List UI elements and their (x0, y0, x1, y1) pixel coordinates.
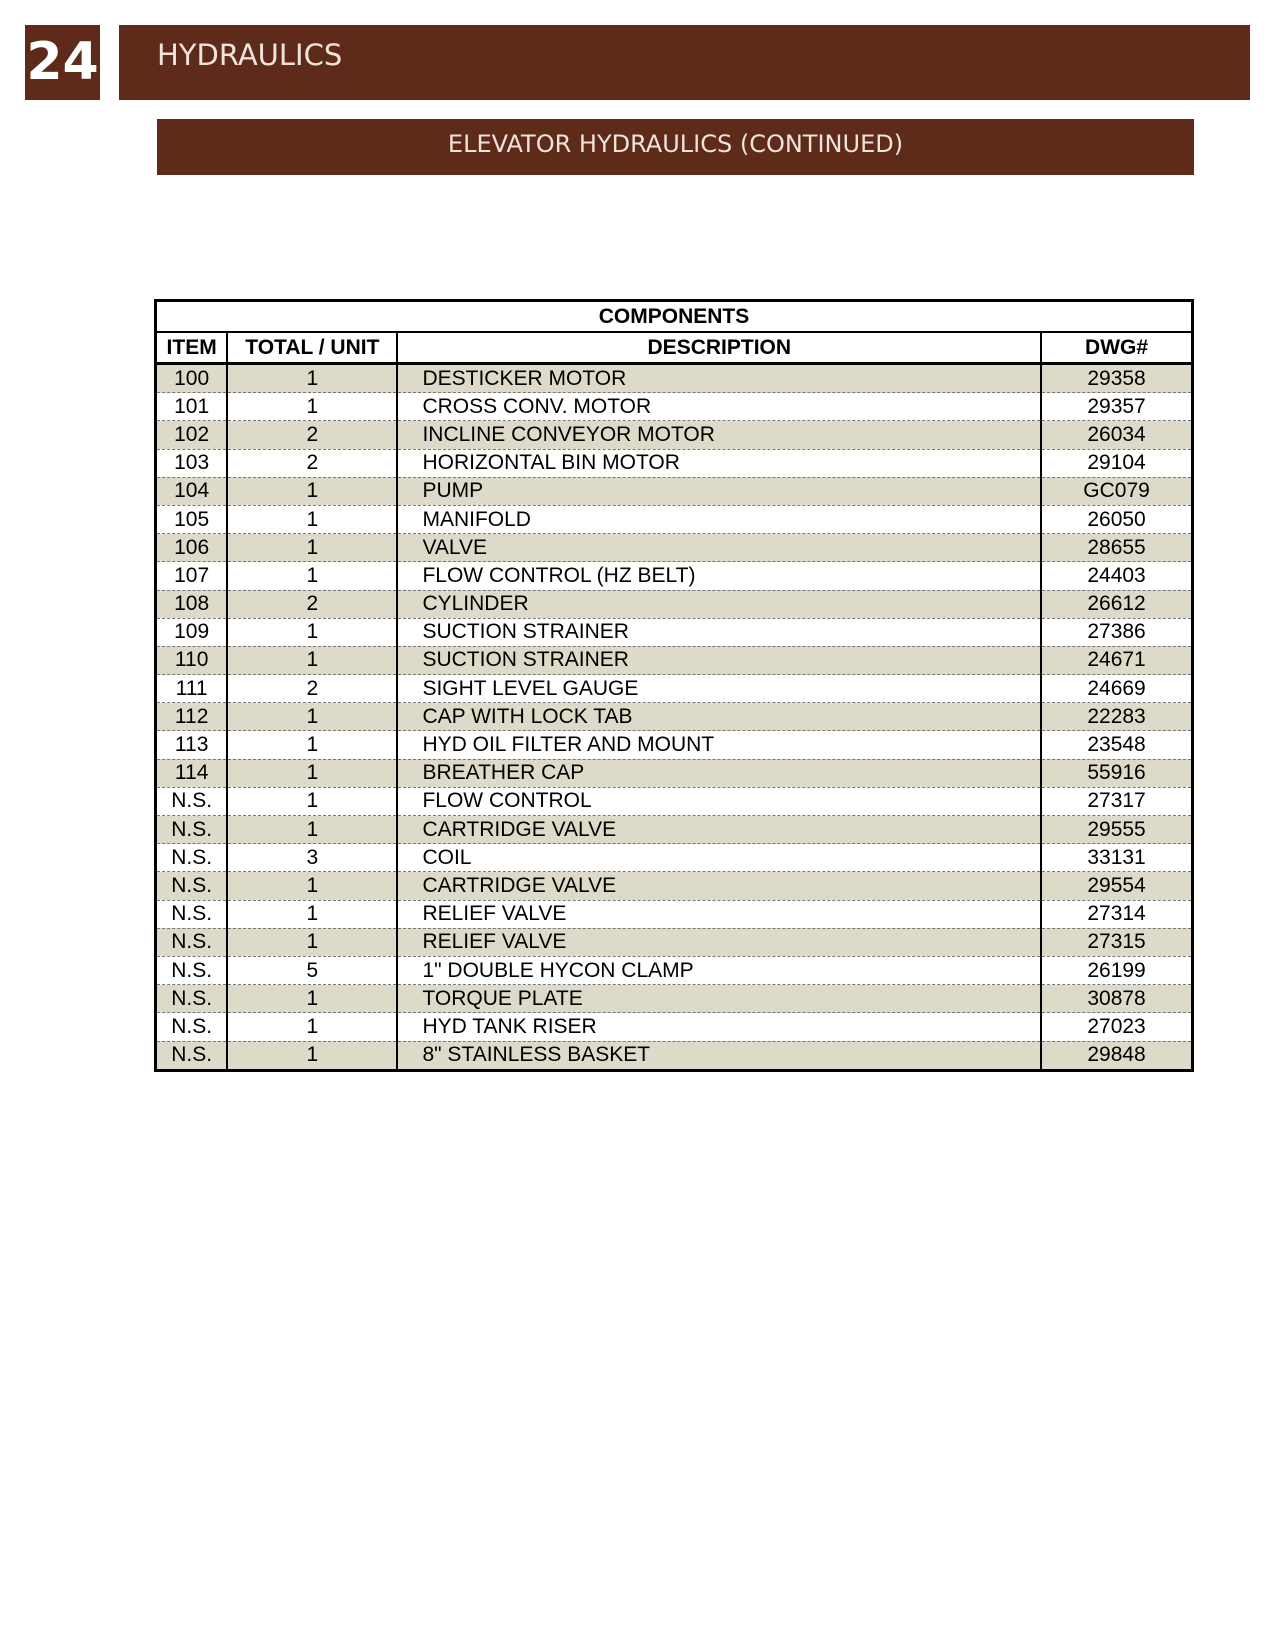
item-cell: 108 (156, 590, 228, 618)
item-cell: 106 (156, 534, 228, 562)
table-row (156, 1013, 1193, 1041)
dwg-cell: 24403 (1041, 562, 1192, 590)
table-title-row (156, 301, 1193, 333)
dwg-cell: 27315 (1041, 928, 1192, 956)
table-row (156, 675, 1193, 703)
dwg-cell: GC079 (1041, 477, 1192, 505)
dwg-cell: 29357 (1041, 393, 1192, 421)
item-cell: 114 (156, 759, 228, 787)
page-number: 24 (25, 25, 100, 100)
total-unit-cell: 2 (227, 449, 397, 477)
description-cell: CAP WITH LOCK TAB (397, 703, 1041, 731)
total-unit-cell: 5 (227, 956, 397, 984)
table-row (156, 534, 1193, 562)
description-cell: DESTICKER MOTOR (397, 364, 1041, 393)
item-cell: 100 (156, 364, 228, 393)
dwg-cell: 24671 (1041, 646, 1192, 674)
item-cell: 102 (156, 421, 228, 449)
column-header-item: ITEM (156, 332, 228, 364)
dwg-cell: 29848 (1041, 1041, 1192, 1070)
total-unit-cell: 1 (227, 618, 397, 646)
dwg-cell: 29555 (1041, 816, 1192, 844)
description-cell: 8" STAINLESS BASKET (397, 1041, 1041, 1070)
description-cell: COIL (397, 844, 1041, 872)
table-row (156, 562, 1193, 590)
table-row (156, 393, 1193, 421)
item-cell: 104 (156, 477, 228, 505)
item-cell: 111 (156, 675, 228, 703)
description-cell: CROSS CONV. MOTOR (397, 393, 1041, 421)
total-unit-cell: 1 (227, 646, 397, 674)
dwg-cell: 27317 (1041, 787, 1192, 815)
table-body (156, 364, 1193, 1071)
item-cell: 101 (156, 393, 228, 421)
dwg-cell: 27023 (1041, 1013, 1192, 1041)
table-row (156, 956, 1193, 984)
item-cell: 105 (156, 505, 228, 533)
total-unit-cell: 1 (227, 759, 397, 787)
description-cell: RELIEF VALVE (397, 928, 1041, 956)
item-cell: N.S. (156, 816, 228, 844)
description-cell: FLOW CONTROL (397, 787, 1041, 815)
dwg-cell: 24669 (1041, 675, 1192, 703)
table-row (156, 985, 1193, 1013)
description-cell: CARTRIDGE VALVE (397, 872, 1041, 900)
description-cell: HYD OIL FILTER AND MOUNT (397, 731, 1041, 759)
total-unit-cell: 1 (227, 477, 397, 505)
total-unit-cell: 2 (227, 590, 397, 618)
column-header-dwg: DWG# (1041, 332, 1192, 364)
table-row (156, 646, 1193, 674)
table-row (156, 759, 1193, 787)
description-cell: HYD TANK RISER (397, 1013, 1041, 1041)
dwg-cell: 55916 (1041, 759, 1192, 787)
description-cell: 1" DOUBLE HYCON CLAMP (397, 956, 1041, 984)
dwg-cell: 23548 (1041, 731, 1192, 759)
description-cell: MANIFOLD (397, 505, 1041, 533)
subsection-title: ELEVATOR HYDRAULICS (CONTINUED) (157, 119, 1194, 175)
item-cell: N.S. (156, 985, 228, 1013)
table-row (156, 505, 1193, 533)
item-cell: 103 (156, 449, 228, 477)
dwg-cell: 27386 (1041, 618, 1192, 646)
item-cell: N.S. (156, 787, 228, 815)
item-cell: N.S. (156, 872, 228, 900)
description-cell: PUMP (397, 477, 1041, 505)
total-unit-cell: 1 (227, 505, 397, 533)
table-row (156, 844, 1193, 872)
description-cell: TORQUE PLATE (397, 985, 1041, 1013)
table-title: COMPONENTS (156, 301, 1193, 333)
total-unit-cell: 3 (227, 844, 397, 872)
table-row (156, 477, 1193, 505)
column-header-total-unit: TOTAL / UNIT (227, 332, 397, 364)
table-row (156, 731, 1193, 759)
dwg-cell: 29104 (1041, 449, 1192, 477)
description-cell: SUCTION STRAINER (397, 646, 1041, 674)
description-cell: RELIEF VALVE (397, 900, 1041, 928)
description-cell: FLOW CONTROL (HZ BELT) (397, 562, 1041, 590)
description-cell: SIGHT LEVEL GAUGE (397, 675, 1041, 703)
item-cell: N.S. (156, 928, 228, 956)
dwg-cell: 26199 (1041, 956, 1192, 984)
components-table (154, 299, 1194, 1072)
column-header-row (156, 332, 1193, 364)
table-row (156, 928, 1193, 956)
description-cell: BREATHER CAP (397, 759, 1041, 787)
total-unit-cell: 1 (227, 364, 397, 393)
total-unit-cell: 2 (227, 421, 397, 449)
total-unit-cell: 1 (227, 1041, 397, 1070)
total-unit-cell: 1 (227, 534, 397, 562)
total-unit-cell: 1 (227, 900, 397, 928)
table-row (156, 590, 1193, 618)
dwg-cell: 26034 (1041, 421, 1192, 449)
item-cell: N.S. (156, 1013, 228, 1041)
item-cell: 112 (156, 703, 228, 731)
table-row (156, 787, 1193, 815)
item-cell: N.S. (156, 956, 228, 984)
item-cell: 113 (156, 731, 228, 759)
table-row (156, 618, 1193, 646)
table-row (156, 900, 1193, 928)
total-unit-cell: 2 (227, 675, 397, 703)
total-unit-cell: 1 (227, 731, 397, 759)
description-cell: CARTRIDGE VALVE (397, 816, 1041, 844)
item-cell: 110 (156, 646, 228, 674)
total-unit-cell: 1 (227, 816, 397, 844)
total-unit-cell: 1 (227, 787, 397, 815)
item-cell: 109 (156, 618, 228, 646)
table-row (156, 872, 1193, 900)
dwg-cell: 28655 (1041, 534, 1192, 562)
table-row (156, 816, 1193, 844)
description-cell: CYLINDER (397, 590, 1041, 618)
total-unit-cell: 1 (227, 872, 397, 900)
description-cell: INCLINE CONVEYOR MOTOR (397, 421, 1041, 449)
dwg-cell: 30878 (1041, 985, 1192, 1013)
table-row (156, 1041, 1193, 1070)
table-row (156, 364, 1193, 393)
dwg-cell: 26050 (1041, 505, 1192, 533)
item-cell: N.S. (156, 1041, 228, 1070)
dwg-cell: 33131 (1041, 844, 1192, 872)
description-cell: VALVE (397, 534, 1041, 562)
item-cell: N.S. (156, 900, 228, 928)
table-row (156, 421, 1193, 449)
item-cell: N.S. (156, 844, 228, 872)
column-header-description: DESCRIPTION (397, 332, 1041, 364)
table-row (156, 449, 1193, 477)
dwg-cell: 29358 (1041, 364, 1192, 393)
total-unit-cell: 1 (227, 1013, 397, 1041)
dwg-cell: 22283 (1041, 703, 1192, 731)
total-unit-cell: 1 (227, 928, 397, 956)
total-unit-cell: 1 (227, 703, 397, 731)
item-cell: 107 (156, 562, 228, 590)
total-unit-cell: 1 (227, 985, 397, 1013)
total-unit-cell: 1 (227, 393, 397, 421)
table-row (156, 703, 1193, 731)
description-cell: HORIZONTAL BIN MOTOR (397, 449, 1041, 477)
total-unit-cell: 1 (227, 562, 397, 590)
dwg-cell: 27314 (1041, 900, 1192, 928)
description-cell: SUCTION STRAINER (397, 618, 1041, 646)
dwg-cell: 29554 (1041, 872, 1192, 900)
section-title: HYDRAULICS (119, 25, 1250, 100)
dwg-cell: 26612 (1041, 590, 1192, 618)
